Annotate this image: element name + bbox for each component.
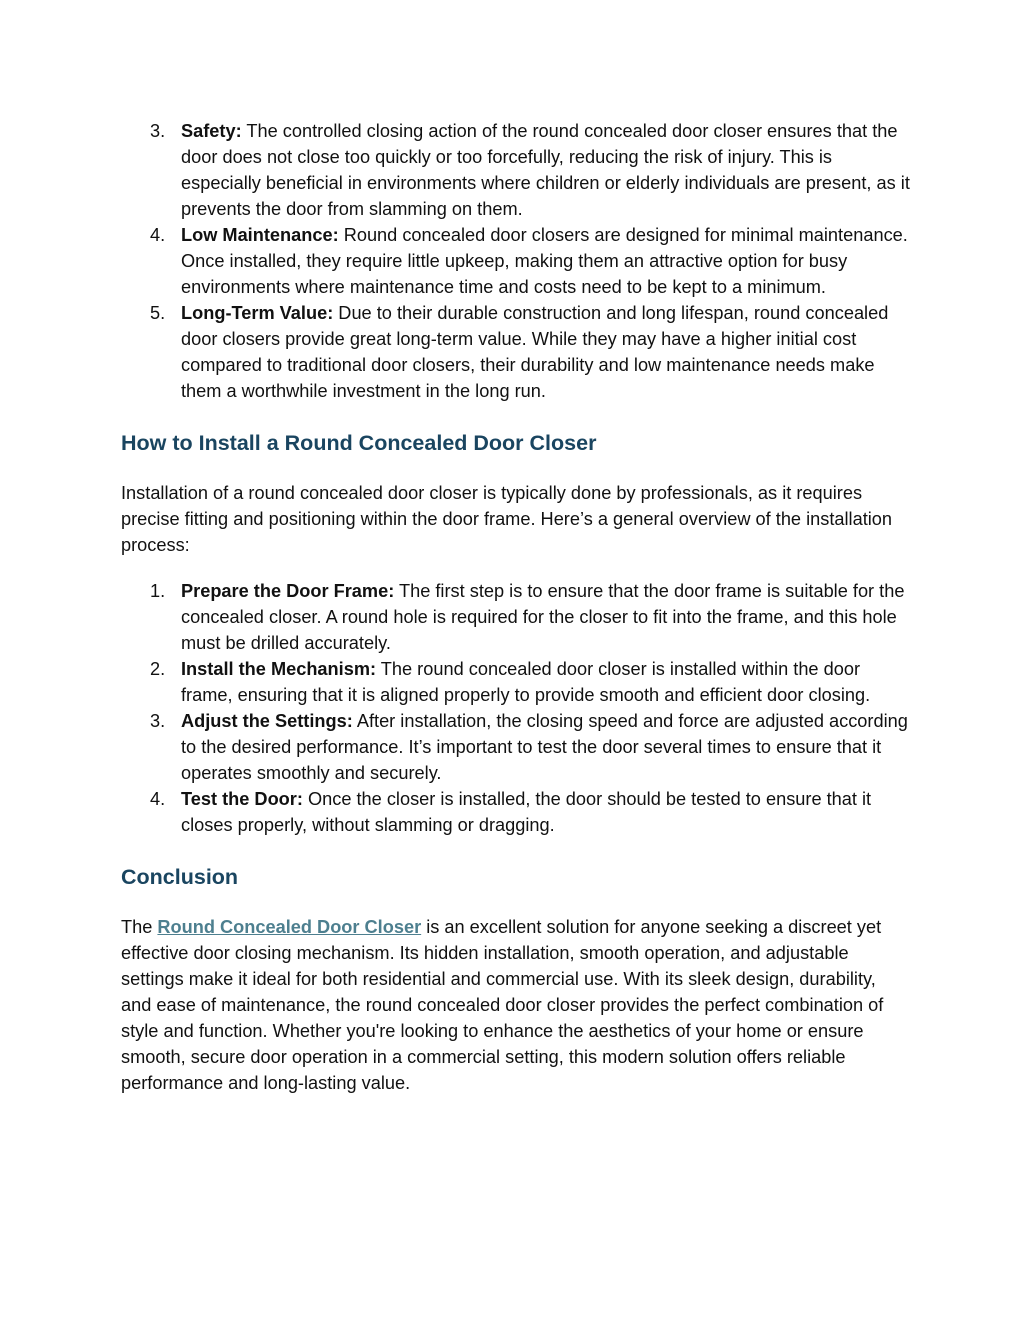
list-term: Low Maintenance:: [181, 225, 339, 245]
list-term: Adjust the Settings:: [181, 711, 353, 731]
list-item: [121, 656, 911, 708]
list-text: Once the closer is installed, the door should be tested to ensure that it closes properly, without slamming or dragging.: [181, 789, 872, 835]
install-steps-list: [121, 578, 911, 838]
list-number: 3.: [150, 711, 166, 731]
list-item: [121, 300, 911, 404]
list-text: The round concealed door closer is installed within the door frame, ensuring that it is aligned properly to provide smooth and efficient door closing.: [181, 659, 871, 705]
list-number: 5.: [150, 303, 166, 323]
list-number: 2.: [150, 659, 166, 679]
list-number: 1.: [150, 581, 166, 601]
list-text: After installation, the closing speed and force are adjusted according to the desired performance. It’s important to test the door several times to ensure that it operates smoothly and securely.: [181, 711, 908, 783]
list-item: [121, 708, 911, 786]
install-heading: How to Install a Round Concealed Door Closer: [121, 431, 597, 455]
list-text: The controlled closing action of the round concealed door closer ensures that the door does not close too quickly or too forcefully, reducing the risk of injury. This is especially beneficial in environments where children or elderly individuals are present, as it prevents the door from slamming on them.: [181, 121, 910, 219]
list-item: [121, 578, 911, 656]
conclusion-prefix: The: [121, 917, 158, 937]
list-text: Round concealed door closers are designed for minimal maintenance. Once installed, they require little upkeep, making them an attractive option for busy environments where maintenance time and costs need to be kept to a minimum.: [181, 225, 908, 297]
list-term: Long-Term Value:: [181, 303, 334, 323]
list-term: Test the Door:: [181, 789, 303, 809]
document-page: [121, 118, 911, 1096]
conclusion-heading: Conclusion: [121, 865, 239, 889]
conclusion-paragraph: [121, 914, 911, 1096]
list-item: [121, 118, 911, 222]
benefits-list: [121, 118, 911, 404]
list-number: 3.: [150, 121, 166, 141]
list-term: Prepare the Door Frame:: [181, 581, 395, 601]
list-number: 4.: [150, 225, 166, 245]
list-text: Due to their durable construction and long lifespan, round concealed door closers provide great long-term value. While they may have a higher initial cost compared to traditional door closers, their durability and low maintenance needs make them a worthwhile investment in the long run.: [181, 303, 889, 401]
install-intro: Installation of a round concealed door closer is typically done by professionals, as it requires precise fitting and positioning within the door frame. Here’s a general overview of the installation process:: [121, 483, 893, 555]
list-term: Install the Mechanism:: [181, 659, 377, 679]
list-item: [121, 786, 911, 838]
round-concealed-door-closer-link[interactable]: Round Concealed Door Closer: [157, 917, 422, 937]
conclusion-body: is an excellent solution for anyone seeking a discreet yet effective door closing mechanism. Its hidden installation, smooth operation, and adjustable settings make it ideal for both residential and commercial use. With its sleek design, durability, and ease of maintenance, the round concealed door closer provides the perfect combination of style and function. Whether you're looking to enhance the aesthetics of your home or ensure smooth, secure door operation in a commercial setting, this modern solution offers reliable performance and long-lasting value.: [121, 917, 884, 1093]
list-term: Safety:: [181, 121, 242, 141]
list-number: 4.: [150, 789, 166, 809]
list-text: The first step is to ensure that the door frame is suitable for the concealed closer. A round hole is required for the closer to fit into the frame, and this hole must be drilled accurately.: [181, 581, 905, 653]
list-item: [121, 222, 911, 300]
